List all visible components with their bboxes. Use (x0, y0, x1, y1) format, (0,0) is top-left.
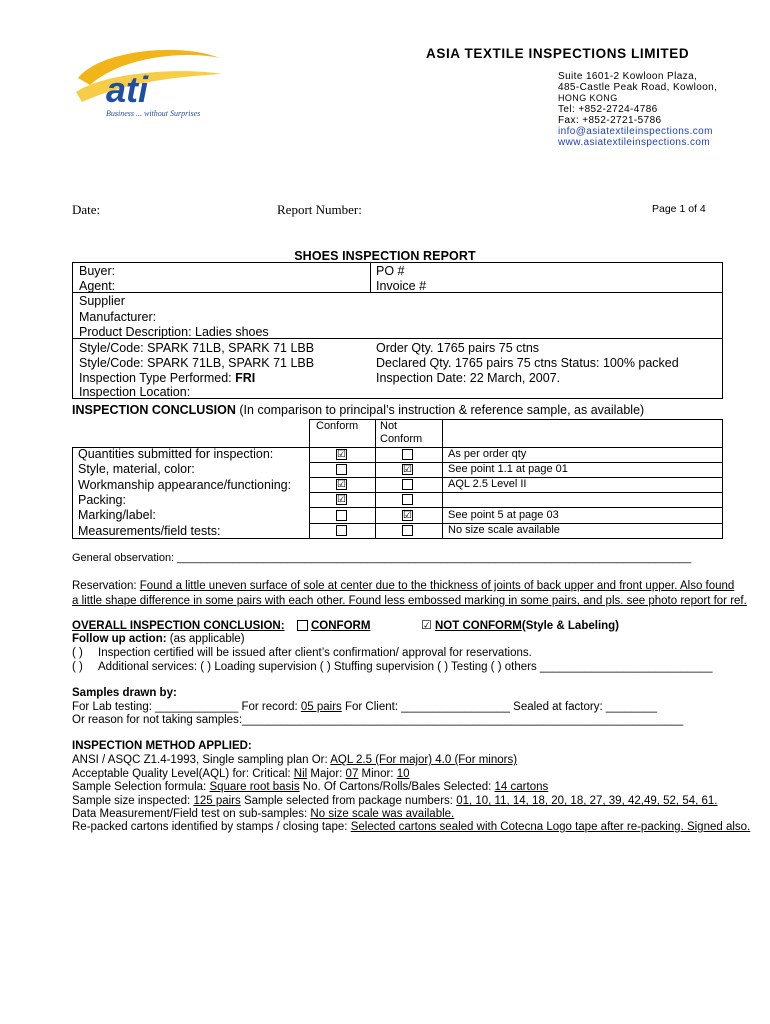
style-code: Style/Code: SPARK 71LB, SPARK 71 LBB (79, 356, 315, 370)
row-workmanship: Workmanship appearance/functioning: (78, 478, 292, 492)
company-name: ASIA TEXTILE INSPECTIONS LIMITED (426, 46, 690, 61)
record-value: 05 pairs (300, 701, 342, 713)
logo-text: ati (106, 69, 149, 110)
inspection-location: Inspection Location: (79, 385, 191, 399)
address-line: 485-Castle Peak Road, Kowloon, (558, 82, 718, 93)
ati-logo (70, 40, 230, 125)
info-box (72, 262, 723, 399)
not-conform-checkbox[interactable] (402, 494, 413, 505)
po-field: PO # (376, 264, 405, 278)
declared-qty: Declared Qty. 1765 pairs 75 ctns Status: 100% packed (376, 356, 679, 370)
row-note: See point 5 at page 03 (448, 509, 559, 521)
overall-conform: CONFORM (311, 620, 371, 632)
not-conform-checkbox[interactable] (402, 525, 413, 536)
report-number-label: Report Number: (277, 202, 362, 217)
reservation-text: Found a little uneven surface of sole at center due to the thickness of joints of back upper and front upper. Also found (139, 580, 735, 592)
method-heading: INSPECTION METHOD APPLIED: (72, 740, 252, 752)
invoice-field: Invoice # (376, 279, 427, 293)
conform-checkbox[interactable] (336, 464, 347, 475)
conform-checkbox[interactable] (336, 525, 347, 536)
general-observation: General observation: ____________________________________________________________________________________ (72, 552, 692, 564)
website-link[interactable]: www.asiatextileinspections.com (558, 137, 711, 148)
samples-heading: Samples drawn by: (72, 687, 177, 699)
not-conform-checkbox[interactable] (402, 479, 413, 490)
inspection-date: Inspection Date: 22 March, 2007. (376, 371, 561, 385)
row-note: No size scale available (448, 524, 560, 536)
reservation-text: a little shape difference in some pairs with each other. Found less embossed marking in some pairs, and pls. see photo report for ref. (72, 595, 747, 607)
row-note: As per order qty (448, 448, 527, 460)
product-description: Product Description: Ladies shoes (79, 325, 269, 339)
agent-field: Agent: (79, 279, 116, 293)
method-line: Re-packed cartons identified by stamps / closing tape: Selected cartons sealed with Cotecna Logo tape after re-packing. Signed also. (72, 821, 751, 833)
not-conform-checkbox[interactable]: ☑ (403, 510, 412, 521)
overall-conclusion-label: OVERALL INSPECTION CONCLUSION: (72, 620, 285, 632)
follow-up-item: Inspection certified will be issued after client’s confirmation/ approval for reservations. (98, 647, 532, 659)
buyer-field: Buyer: (79, 264, 116, 278)
row-note: AQL 2.5 Level II (448, 478, 527, 490)
method-line: ANSI / ASQC Z1.4-1993, Single sampling plan Or: AQL 2.5 (For major) 4.0 (For minors) (72, 754, 518, 766)
style-code: Style/Code: SPARK 71LB, SPARK 71 LBB (79, 341, 315, 355)
row-note: See point 1.1 at page 01 (448, 463, 568, 475)
fax: Fax: +852-2721-5786 (558, 115, 662, 126)
follow-up-mark[interactable]: ( ) (72, 647, 83, 659)
inspection-type: Inspection Type Performed: FRI (79, 371, 256, 385)
phone: Tel: +852-2724-4786 (558, 104, 658, 115)
row-measurements: Measurements/field tests: (78, 524, 221, 538)
col-not-conform: Conform (380, 433, 423, 445)
conclusion-heading: INSPECTION CONCLUSION (In comparison to principal’s instruction & reference sample, as available) (72, 403, 645, 417)
row-packing: Packing: (78, 493, 126, 507)
supplier-field: Supplier (79, 294, 125, 308)
report-title: SHOES INSPECTION REPORT (294, 249, 476, 263)
email-link[interactable]: info@asiatextileinspections.com (558, 126, 713, 137)
row-style: Style, material, color: (78, 462, 195, 476)
conform-checkbox[interactable]: ☑ (337, 449, 346, 460)
method-line: Data Measurement/Field test on sub-samples: No size scale was available. (72, 808, 455, 820)
not-conform-checkbox[interactable]: ☑ (421, 618, 432, 632)
method-line: Sample Selection formula: Square root basis No. Of Cartons/Rolls/Bales Selected: 14 cartons (72, 781, 549, 793)
logo-slogan: Business ... without Surprises (106, 109, 201, 118)
samples-reason: Or reason for not taking samples:_____________________________________________________________________ (72, 714, 684, 726)
manufacturer-field: Manufacturer: (79, 310, 157, 324)
address-line: Suite 1601-2 Kowloon Plaza, (558, 71, 698, 82)
not-conform-checkbox[interactable]: ☑ (403, 464, 412, 475)
follow-up-item: Additional services: ( ) Loading supervision ( ) Stuffing supervision ( ) Testing ( ) others ___________________________ (98, 661, 713, 673)
row-quantities: Quantities submitted for inspection: (78, 447, 274, 461)
col-not-conform: Not (380, 420, 398, 432)
follow-up-mark[interactable]: ( ) (72, 661, 83, 673)
inspection-type-value: FRI (235, 371, 256, 385)
not-conform-checkbox[interactable] (402, 449, 413, 460)
follow-up-action: Follow up action: (as applicable) (72, 633, 245, 645)
method-line: Acceptable Quality Level(AQL) for: Critical: Nil Major: 07 Minor: 10 (72, 768, 410, 780)
conform-checkbox[interactable]: ☑ (337, 479, 346, 490)
date-label: Date: (72, 202, 101, 217)
overall-not-conform: NOT CONFORM(Style & Labeling) (435, 620, 620, 632)
reservation-line: Reservation: Found a little uneven surface of sole at center due to the thickness of joints of back upper and front upper. Also found (72, 580, 735, 592)
col-conform: Conform (316, 420, 359, 432)
samples-line: For Lab testing: _____________ For record: 05 pairs For Client: _________________ Sealed at factory: ________ (72, 701, 658, 713)
method-line: Sample size inspected: 125 pairs Sample selected from package numbers: 01, 10, 11, 14, 18, 20, 18, 27, 39, 42,49, 52, 54, 61. (72, 795, 718, 807)
conclusion-table (72, 419, 723, 539)
conform-checkbox[interactable]: ☑ (337, 494, 346, 505)
row-marking: Marking/label: (78, 508, 156, 522)
order-qty: Order Qty. 1765 pairs 75 ctns (376, 341, 540, 355)
page-indicator: Page 1 of 4 (652, 203, 706, 215)
address-line: HONG KONG (558, 93, 618, 103)
conform-checkbox[interactable] (336, 510, 347, 521)
conform-checkbox[interactable] (297, 620, 308, 631)
